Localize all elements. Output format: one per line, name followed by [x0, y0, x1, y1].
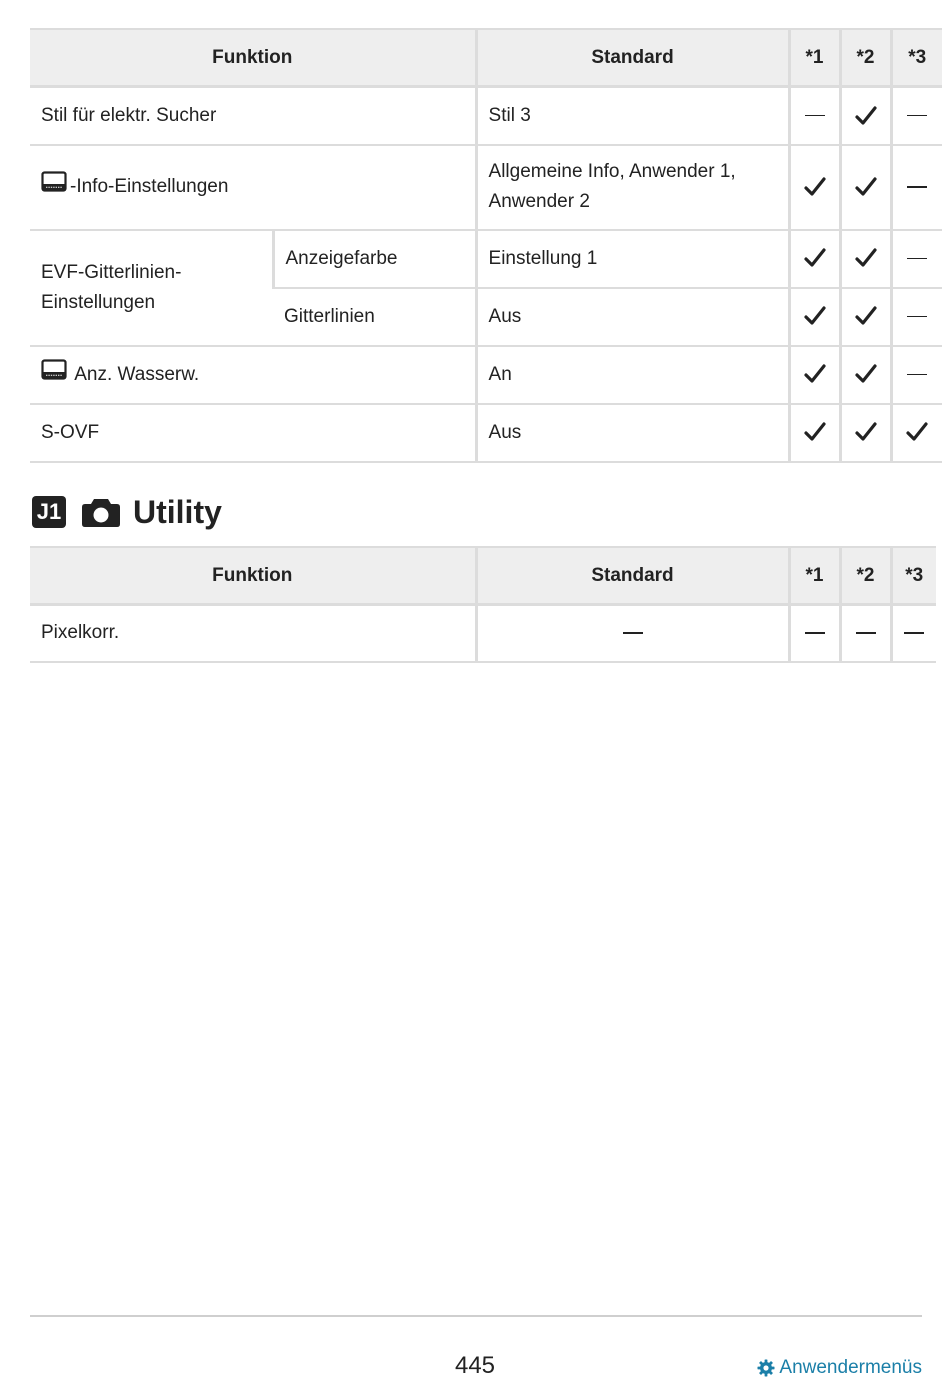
- mark-cell: [891, 346, 942, 404]
- mark-cell: [891, 145, 942, 230]
- mark-cell: [840, 145, 891, 230]
- header-standard: Standard: [476, 547, 789, 605]
- header-funktion: Funktion: [30, 29, 476, 87]
- table-row: [30, 145, 942, 230]
- table-row: [30, 404, 942, 462]
- funktion-cell: S-OVF: [30, 404, 476, 462]
- mark-cell: [789, 404, 840, 462]
- funktion-cell: EVF-Gitterlinien-Einstellungen: [30, 230, 273, 346]
- settings-table-2: [30, 546, 936, 663]
- check-icon: [804, 306, 826, 326]
- table-header-row: [30, 547, 936, 605]
- check-icon: [906, 422, 928, 442]
- check-icon: [855, 106, 877, 126]
- dash-icon: [805, 115, 825, 117]
- standard-cell: Aus: [476, 288, 789, 346]
- dash-icon: [907, 316, 927, 318]
- mark-cell: [789, 605, 840, 662]
- mark-cell: [840, 87, 891, 145]
- funktion-label: -Info-Einstellungen: [70, 176, 229, 198]
- funktion-cell: Stil für elektr. Sucher: [30, 87, 476, 145]
- header-funktion: Funktion: [30, 547, 476, 605]
- standard-cell: An: [476, 346, 789, 404]
- mark-cell: [789, 288, 840, 346]
- mark-cell: [789, 87, 840, 145]
- table-row: [30, 346, 942, 404]
- mark-cell: [891, 605, 936, 662]
- mark-cell: [840, 346, 891, 404]
- header-col-1: *1: [789, 547, 840, 605]
- mark-cell: [789, 145, 840, 230]
- j1-badge: J1: [32, 496, 66, 528]
- header-col-3: *3: [891, 547, 936, 605]
- mark-cell: [840, 404, 891, 462]
- mark-cell: [840, 230, 891, 288]
- check-icon: [804, 364, 826, 384]
- footer-link-label: Anwendermenüs: [779, 1357, 922, 1378]
- check-icon: [855, 422, 877, 442]
- check-icon: [855, 364, 877, 384]
- settings-table-1: [30, 28, 942, 463]
- funktion-cell: [30, 346, 476, 404]
- mark-cell: [891, 87, 942, 145]
- monitor-icon: [41, 359, 67, 391]
- mark-cell: [476, 605, 789, 662]
- dash-icon: [907, 258, 927, 260]
- dash-icon: [907, 115, 927, 117]
- header-standard: Standard: [476, 29, 789, 87]
- table-row: [30, 87, 942, 145]
- check-icon: [804, 177, 826, 197]
- header-col-3: *3: [891, 29, 942, 87]
- dash-icon: [907, 374, 927, 376]
- check-icon: [855, 306, 877, 326]
- dash-icon: [907, 186, 927, 188]
- page-number: 445: [454, 1352, 496, 1379]
- check-icon: [804, 422, 826, 442]
- mark-cell: [840, 605, 891, 662]
- standard-cell: Allgemeine Info, Anwender 1, Anwender 2: [476, 145, 789, 230]
- camera-icon: [81, 496, 121, 528]
- mark-cell: [789, 230, 840, 288]
- header-col-1: *1: [789, 29, 840, 87]
- standard-cell: Einstellung 1: [476, 230, 789, 288]
- dash-icon: [856, 632, 876, 634]
- monitor-icon: [41, 171, 67, 203]
- mark-cell: [789, 346, 840, 404]
- check-icon: [855, 248, 877, 268]
- sub-funktion-cell: Gitterlinien: [273, 288, 476, 346]
- dash-icon: [805, 632, 825, 634]
- section-heading: [32, 490, 222, 534]
- mark-cell: [840, 288, 891, 346]
- dash-icon: [904, 632, 924, 634]
- footer-divider: [30, 1315, 922, 1317]
- sub-funktion-cell: Anzeigefarbe: [273, 230, 476, 288]
- table-header-row: [30, 29, 942, 87]
- gear-icon: [757, 1359, 775, 1377]
- mark-cell: [891, 288, 942, 346]
- anwendermenues-link[interactable]: [757, 1357, 922, 1379]
- check-icon: [804, 248, 826, 268]
- funktion-label: Anz. Wasserw.: [74, 363, 200, 385]
- header-col-2: *2: [840, 547, 891, 605]
- standard-cell: Aus: [476, 404, 789, 462]
- funktion-cell: [30, 145, 476, 230]
- mark-cell: [891, 230, 942, 288]
- funktion-cell: Pixelkorr.: [30, 605, 476, 662]
- mark-cell: [891, 404, 942, 462]
- standard-cell: Stil 3: [476, 87, 789, 145]
- dash-icon: [623, 632, 643, 634]
- section-title: Utility: [133, 493, 222, 530]
- header-col-2: *2: [840, 29, 891, 87]
- check-icon: [855, 177, 877, 197]
- table-row: [30, 605, 936, 662]
- table-row: [30, 230, 942, 288]
